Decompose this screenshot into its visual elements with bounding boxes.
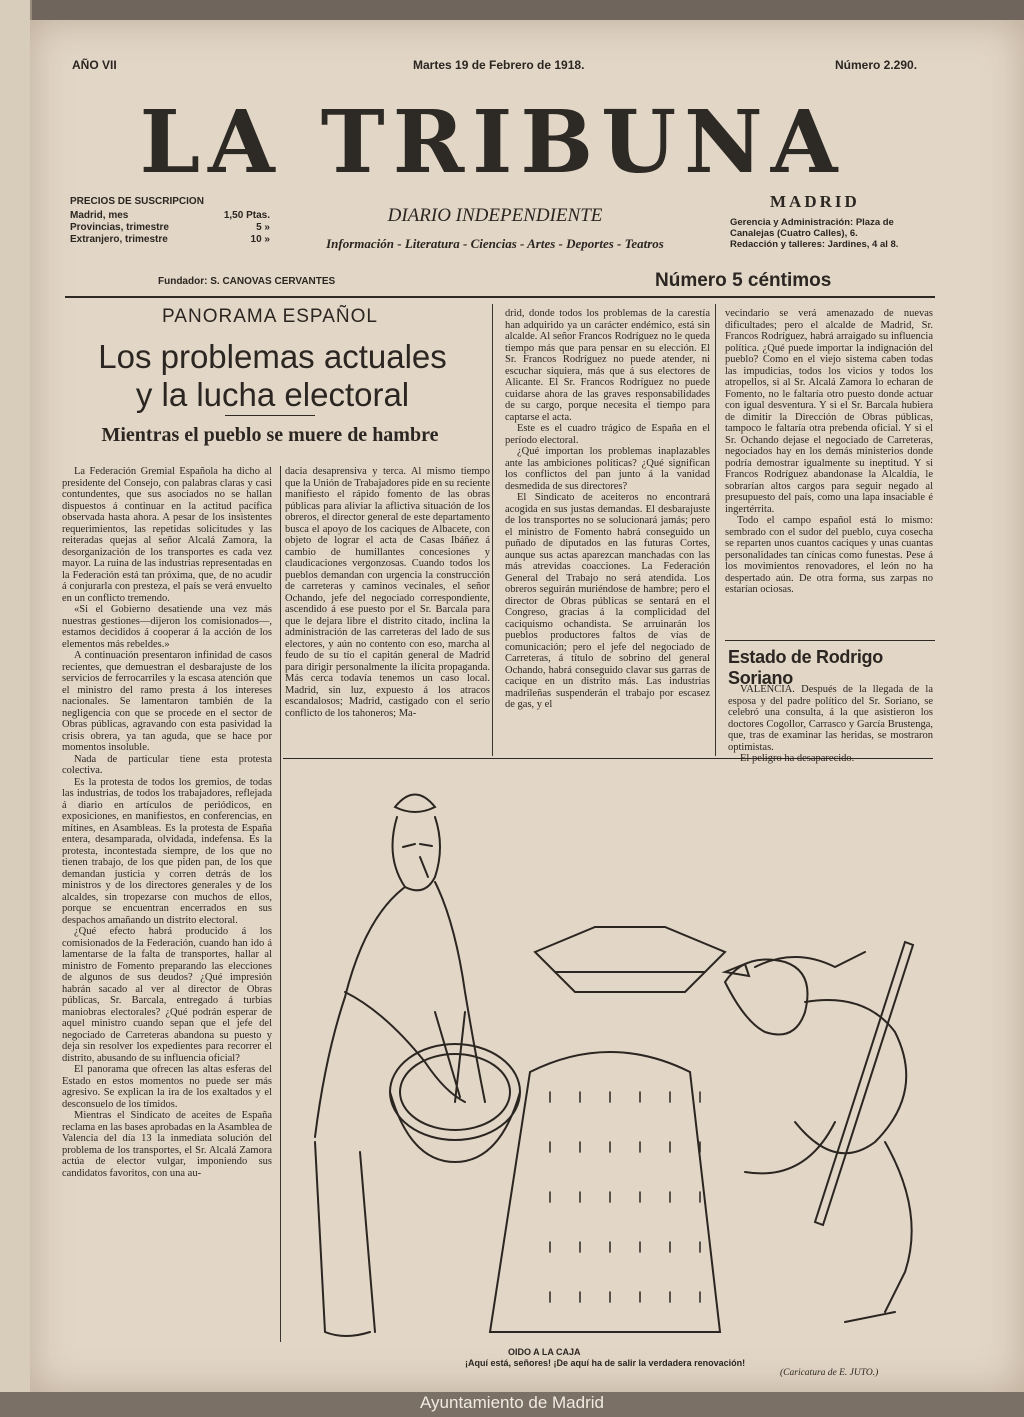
masthead-title: LA TRIBUNA xyxy=(139,92,846,193)
cartoon-credit: (Caricatura de E. JUTO.) xyxy=(780,1368,879,1378)
drummer-head xyxy=(393,817,441,890)
listener-body xyxy=(795,1000,906,1153)
brief-rule xyxy=(725,640,935,641)
tagline: DIARIO INDEPENDIENTE xyxy=(387,205,603,226)
article-headline: Los problemas actuales y la lucha electoral xyxy=(98,338,447,413)
brief-body: VALENCIA. Después de la llegada de la esposa y del padre político del Sr. Soriano, se celebró una consulta, á la que asistieron los doctores Cogollor, Carrasco y García Brustenga, que, tras de examinar las heridas, se mostraron optimistas. El peligro ha desaparecido. xyxy=(728,684,933,764)
date-label: Martes 19 de Febrero de 1918. xyxy=(413,58,585,72)
article-column-1: La Federación Gremial Española ha dicho al presidente del Consejo, con palabras claras y casi contundentes, que sus asociados no se hallan dispuestos á continuar en la actitud pacífica observada hasta ahora. A pesar de los insistentes requerimientos, las repetidas solicitudes y las reiteradas quejas al señor Alcalá Zamora, la desorganización de los transportes es cada vez mayor. La ruina de las industrias representadas en la Federación está tan próxima, que, de no acudir á conjurarla con presteza, el país se verá envuelto en un conflicto tremendo. «Si el Gobierno desatiende una vez más nuestras gestiones—dijeron los comisionados—, estamos decididos á cooperar á la acción de los elementos más rebeldes.» A continuación presentaron infinidad de casos recientes, que demuestran el desbarajuste de los servicios de ferrocarriles y la escasa atención que el ministro del ramo presta á los intereses nacionales. Se lamentaron también de la negligencia con que se procede en el sector de Obras públicas, agravando con esta pasividad la crisis obrera, ya tan aguda, que se hace por momentos insoluble. Nada de particular tiene esta protesta colectiva. Es la protesta de todos los gremios, de todas las industrias, de todos los trabajadores, reflejada á diario en artículos de periódicos, en exposiciones, en manifiestos, en conferencias, en mítines, en Asambleas. Es la protesta de España entera, desamparada, olvidada, indefensa. Es la protesta, incontestada siempre, de los que no tienen trabajo, de los que piden pan, de los que demandan justicia y corren detrás de los ministros y de los directores generales y de los alcaldes, sin tropezarse con muchos de ellos, porque se encuentran encerrados en sus despachos amañando un distrito electoral. ¿Qué efecto habrá producido á los comisionados de la Federación, cuando han ido á lamentarse de la falta de transportes, hallar al ministro de Fomento preparando las elecciones de algunos de sus deudos? ¿Qué impresión habrán sacado al ver al director de Obras públicas, Sr. Barcala, entregado á turbias maniobras electorales? ¿Qué podrán esperar de aquel ministro cuando sepan que el jefe del negociado de Carreteras abandona su puesto y deja sin resolver los expedientes para recorrer el distrito, abusando de su influencia oficial? El panorama que ofrecen las altas esferas del Estado en estos momentos no puede ser más agresivo. Se explican la ira de los exaltados y el desconsuelo de los tímidos. Mientras el Sindicato de aceites de España reclama en las bases aprobadas en la Asamblea de Valencia del día 13 la inmediata solución del problema de los transportes, el Sr. Alcalá Zamora actúa de elector vulgar, imponiendo sus candidatos favoritos, con una au- xyxy=(62,466,272,1179)
subscription-row: Provincias, trimestre 5 » xyxy=(70,222,270,233)
cartoon-caption-text: ¡Aquí está, señores! ¡De aquí ha de salir la verdadera renovación! xyxy=(465,1358,746,1368)
sections-line: Información - Literatura - Ciencias - Artes - Deportes - Teatros xyxy=(326,236,664,251)
founder-line: Fundador: S. CANOVAS CERVANTES xyxy=(158,276,336,287)
column-rule xyxy=(492,304,493,756)
archive-watermark: Ayuntamiento de Madrid xyxy=(420,1393,604,1412)
drummer-hat xyxy=(395,795,435,813)
ballot-box xyxy=(535,927,725,992)
masthead-city: MADRID xyxy=(770,192,860,211)
administration-address: Gerencia y Administración: Plaza de Canalejas (Cuatro Calles), 6. Redacción y talleres: Jardines, 4 al 8. xyxy=(730,217,899,250)
ballot-box-stand xyxy=(490,1052,720,1332)
brief-title: Estado de Rodrigo Soriano xyxy=(728,647,883,688)
cartoon-illustration xyxy=(285,762,930,1352)
article-column-4: vecindario se verá amenazado de nuevas dificultades; pero el alcalde de Madrid, Sr. Francos Rodríguez, habrá arraigado su influencia política. ¿Qué puede importar la indignación del pueblo? Como en el viejo sistema caben todas las impudicias, todos los vicios y todos los atropellos, si al Sr. Alcalá Zamora lo echaran de Fomento, no le faltaría otro puesto donde actuar con igual desventura. Y si el Sr. Barcala hubiera de dimitir la Dirección de Obras públicas, tampoco le faltaría otra prebenda oficial. Y si el Sr. Ochando dejase el negociado de Carreteras, negociados hay en los demás ministerios donde podría demostrar igualmente su ineptitud. Y si Francos Rodríguez abandonase la Alcaldía, le sobrarían altos cargos para seguir negado al presupuesto del país, como una lapa insaciable é ingertérrita. Todo el campo español está lo mismo: sembrado con el sudor del pueblo, cuya cosecha se reparten unos cuantos caciques y unas cuantas personalidades tan cínicas como funestas. Pese á los movimientos renovadores, el león no ha despertado aún. De otra forma, sus zarpas no estarían ociosas. xyxy=(725,308,933,595)
column-rule xyxy=(280,466,281,1342)
listener-stick xyxy=(815,942,913,1225)
article-column-2: dacia desaprensiva y terca. Al mismo tiempo que la Unión de Trabajadores pide en su reciente manifiesto el rápido fomento de las obras públicas para aliviar la aflictiva situación de los obreros, el director general de este departamento busca el apoyo de los caciques de Albacete, con objeto de lograr el acta de Casas Ibáñez á cambio de humillantes concesiones y claudicaciones vergonzosas. Cuando todos los pueblos demandan con urgencia la construcción de carreteras y caminos vecinales, el señor Ochando, jefe del negociado correspondiente, ascendido á ese puesto por el Sr. Barcala para que le dejara libre el distrito citado, inclina la administración de las carreteras del lado de sus electores, y aún no contento con eso, marcha al feudo de su tío el capitán general de Madrid para dirigir personalmente la ilícita propaganda. Más cerca todavía tenemos un caso local. Madrid, sin luz, expuesto á los atracos escandalosos; Madrid, castigado con el serio conflicto de los tahoneros; Ma- xyxy=(285,466,490,719)
drum xyxy=(390,1044,520,1140)
article-column-3: drid, donde todos los problemas de la carestía han adquirido ya un carácter endémico, está sin alcalde. Al señor Francos Rodríguez no le queda tiempo más que para pensar en su elección. El Sr. Francos Rodríguez no puede atender, ni escuchar siquiera, más que á sus electores de Alicante. El Sr. Francos Rodríguez no puede cuidarse ahora de las graves responsabilidades de su cargo, porque necesita el tiempo para captarse el acta. Este es el cuadro trágico de España en el período electoral. ¿Qué importan los problemas inaplazables ante las ambiciones políticas? ¿Qué significan los conflictos del pan junto á la vanidad desmedida de sus directores? El Sindicato de aceiteros no encontrará acogida en sus justas demandas. El desbarajuste de los transportes no se solucionará jamás; pero el ministro de Fomento habrá conseguido un puñado de diputados en las futuras Cortes, aunque sus actas aparezcan manchadas con las más atrevidas coacciones. La Federación General del Trabajo no será atendida. Los obreros seguirán muriéndose de hambre; pero el director de Obras públicas se sentará en el Congreso, gracias á la complicidad del caciquismo ochandista. Se arruinarán los pueblos productores faltos de vías de comunicación; pero el jefe del negociado de Carreteras, á título de sobrino del general Ochando, habrá conseguido clavar sus garras de cacique en un distrito más. Las industrias madrileñas suspenderán el trabajo por escasez de gas, y el xyxy=(505,308,710,710)
subscription-title: PRECIOS DE SUSCRIPCION xyxy=(70,196,204,207)
cartoon-caption-title: OIDO A LA CAJA xyxy=(508,1347,581,1357)
price-line: Número 5 céntimos xyxy=(655,270,832,291)
headline-rule xyxy=(225,415,315,416)
article-kicker: PANORAMA ESPAÑOL xyxy=(162,306,378,327)
subscription-row: Extranjero, trimestre 10 » xyxy=(70,234,270,245)
header-rule xyxy=(65,296,935,298)
subscription-prices xyxy=(70,196,270,246)
issue-number: Número 2.290. xyxy=(835,58,918,72)
adjacent-page-edge xyxy=(0,0,32,1417)
listener-head xyxy=(725,960,808,1035)
column-rule xyxy=(715,304,716,756)
article-subhead: Mientras el pueblo se muere de hambre xyxy=(101,424,439,446)
subscription-row: Madrid, mes 1,50 Ptas. xyxy=(70,210,270,221)
year-label: AÑO VII xyxy=(72,58,117,72)
